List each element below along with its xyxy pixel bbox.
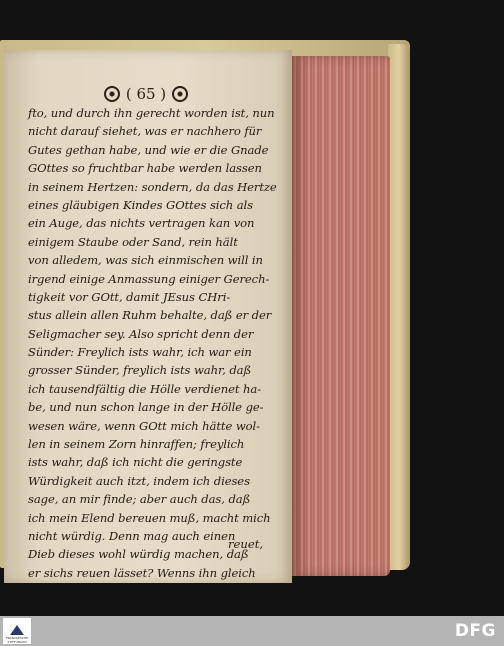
- cover-edge: [388, 44, 410, 570]
- text-line: irgend einige Anmassung einiger Gerech-: [28, 271, 270, 286]
- logo-mark-icon: [10, 625, 24, 635]
- logo-text: FRANCKESCHE STIFTUNGEN: [5, 636, 29, 644]
- text-line: eines gläubigen Kindes GOttes sich als: [28, 197, 254, 212]
- text-line: tigkeit vor GOtt, damit JEsus CHri-: [28, 289, 231, 304]
- text-line: len in seinem Zorn hinraffen; freylich: [28, 437, 245, 452]
- text-line: von alledem, was sich einmischen will in: [28, 253, 263, 268]
- dfg-logo[interactable]: DFG: [454, 621, 496, 641]
- footer-bar: [0, 616, 504, 646]
- page-text: [28, 104, 277, 582]
- catchword: reuet,: [228, 537, 264, 551]
- page-number: ( 65 ): [125, 85, 167, 103]
- text-line: nicht würdig. Denn mag auch einen: [28, 528, 236, 543]
- text-line: ich mein Elend bereuen muß, macht mich: [28, 510, 271, 525]
- text-line: einigem Staube oder Sand, rein hält: [28, 234, 238, 249]
- text-line: ich tausendfältig die Hölle verdienet ha-: [28, 381, 262, 396]
- institution-logo[interactable]: [3, 618, 31, 644]
- text-line: Würdigkeit auch itzt, indem ich dieses: [28, 473, 250, 488]
- text-line: fto, und durch ihn gerecht worden ist, nun: [28, 106, 275, 120]
- text-line: be, und nun schon lange in der Hölle ge-: [28, 400, 264, 415]
- ornament-icon: [104, 86, 120, 102]
- text-line: ists wahr, daß ich nicht die geringste: [28, 455, 243, 470]
- text-line: stus allein allen Ruhm behalte, daß er der: [28, 308, 272, 323]
- text-line: Gutes gethan habe, und wie er die Gnade: [28, 142, 269, 157]
- text-line: nicht darauf siehet, was er nachhero für: [28, 124, 262, 139]
- text-line: grosser Sünder, freylich ists wahr, daß: [28, 363, 252, 378]
- text-line: wesen wäre, wenn GOtt mich hätte wol-: [28, 418, 260, 433]
- text-line: Sünder: Freylich ists wahr, ich war ein: [28, 345, 252, 360]
- text-line: in seinem Hertzen: sondern, da das Hertze: [28, 179, 277, 194]
- text-line: er sichs reuen lässet? Wenns ihn gleich: [28, 565, 256, 580]
- ornament-icon: [172, 86, 188, 102]
- text-line: Seligmacher sey. Also spricht denn der: [28, 326, 254, 341]
- text-line: ein Auge, das nichts vertragen kan von: [28, 216, 255, 231]
- text-line: GOttes so fruchtbar habe werden lassen: [28, 161, 262, 176]
- text-line: Dieb dieses wohl würdig machen, daß: [28, 547, 249, 562]
- page-header: [96, 83, 196, 105]
- text-line: sage, an mir finde; aber auch das, daß: [28, 492, 251, 507]
- page-fore-edge: [292, 56, 390, 576]
